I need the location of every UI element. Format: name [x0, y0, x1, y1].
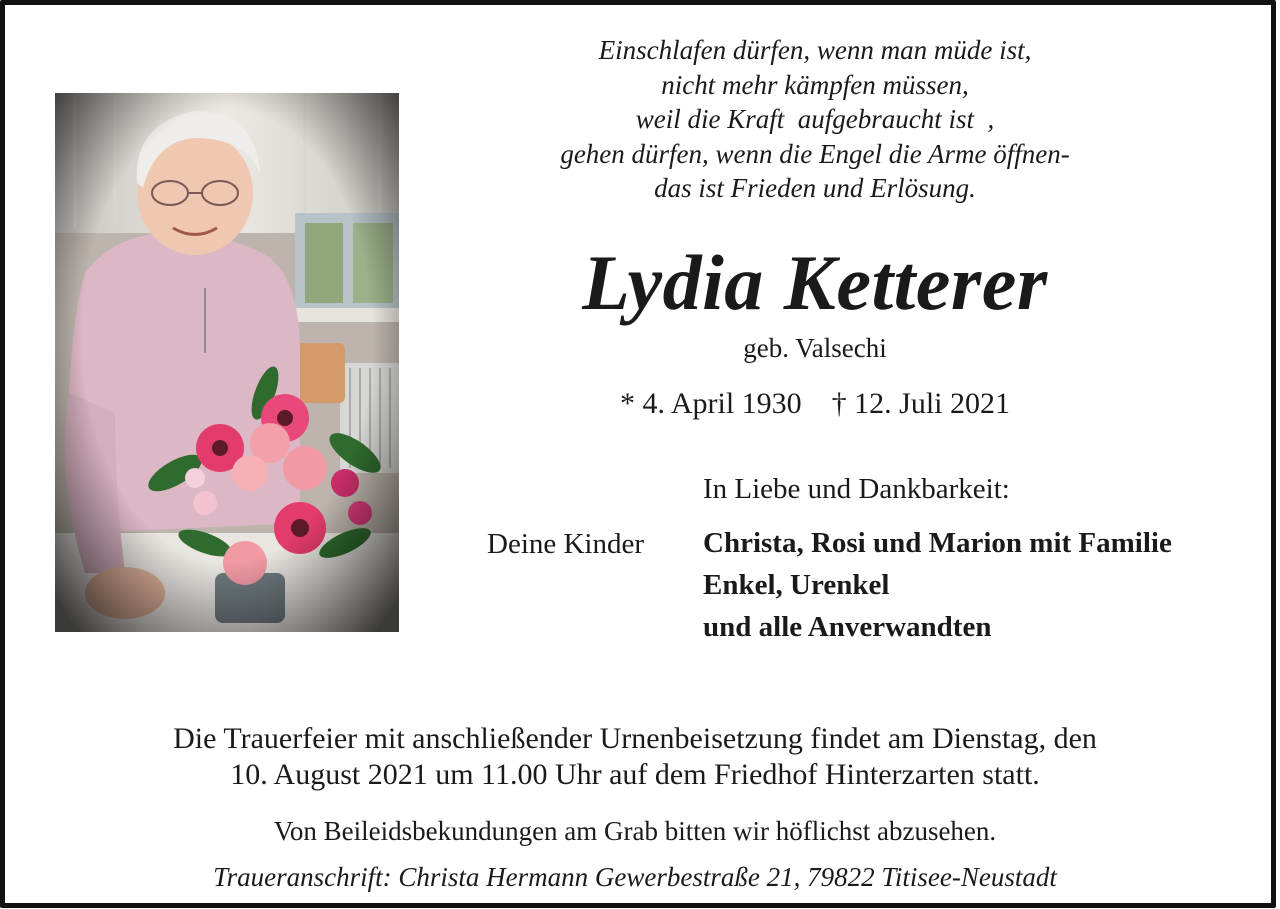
poem-line: das ist Frieden und Erlösung.	[654, 173, 976, 203]
mourning-address: Traueranschrift: Christa Hermann Gewerbestraße 21, 79822 Titisee-Neustadt	[213, 862, 1057, 892]
ceremony-notice	[45, 721, 1225, 793]
mourners-label: Deine Kinder	[487, 528, 645, 560]
life-dates	[505, 385, 1125, 423]
thanks-line: In Liebe und Dankbarkeit:	[703, 473, 1010, 505]
mourner-entry: und alle Anverwandten	[703, 611, 992, 643]
mourner-entry: Christa, Rosi und Marion mit Familie	[703, 527, 1172, 559]
mourners-list	[703, 526, 1173, 652]
ceremony-line: 10. August 2021 um 11.00 Uhr auf dem Friedhof Hinterzarten statt.	[230, 758, 1040, 791]
condolence-notice: Von Beileidsbekundungen am Grab bitten wir höflichst abzusehen.	[273, 816, 997, 846]
deceased-name: Lydia Ketterer	[582, 239, 1048, 326]
mourner-entry: Enkel, Urenkel	[703, 569, 890, 601]
birth-name: geb. Valsechi	[743, 333, 887, 363]
death-date: † 12. Juli 2021	[831, 387, 1011, 420]
poem-line: weil die Kraft aufgebraucht ist ,	[635, 104, 995, 134]
poem-line: gehen dürfen, wenn die Engel die Arme öffnen-	[560, 138, 1070, 169]
birth-date: * 4. April 1930	[619, 387, 802, 420]
ceremony-line: Die Trauerfeier mit anschließender Urnenbeisetzung findet am Dienstag, den	[173, 722, 1097, 755]
poem-line: nicht mehr kämpfen müssen,	[661, 69, 969, 100]
poem	[435, 33, 1195, 206]
portrait-photo	[55, 93, 399, 632]
poem-line: Einschlafen dürfen, wenn man müde ist,	[598, 35, 1032, 65]
